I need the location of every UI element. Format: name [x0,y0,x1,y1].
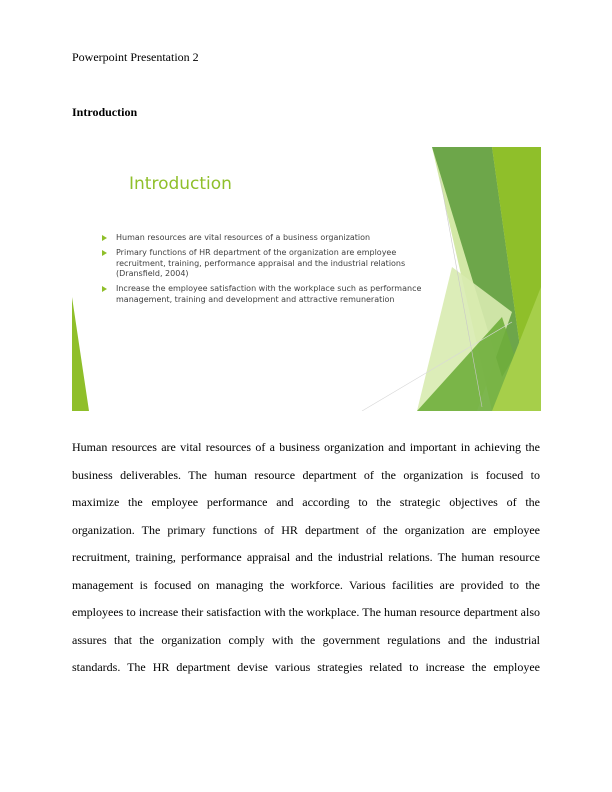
slide-bullet-text: Primary functions of HR department of the organization are employee recruitment, training, performance appraisal and the industrial relations (Dransfield, 2004) [116,248,406,278]
slide-title: Introduction [129,174,232,194]
slide-bullet [102,248,432,280]
slide-bullet-text: Human resources are vital resources of a business organization [116,233,371,242]
page-header: Powerpoint Presentation 2 [72,50,199,64]
body-paragraph: Human resources are vital resources of a business organization and important in achieving the business deliverables. The human resource department of the organization is focused to maximize the employee performance and according to the strategic objectives of the organization. The primary functions of HR department of the organization are employee recruitment, training, performance appraisal and the industrial relations. The human resource management is focused on managing the workforce. Various facilities are provided to the employees to increase their satisfaction with the workplace. The human resource department also assures that the organization comply with the government regulations and the industrial standards. The HR department devise various strategies related to increase the employee [72,440,540,674]
slide-bullet [102,284,432,305]
slide-image [72,147,541,411]
slide-bullet [102,233,432,244]
section-heading: Introduction [72,105,138,119]
bullet-arrow-icon [102,250,107,256]
slide-bullet-list [102,233,432,310]
bullet-arrow-icon [102,235,107,241]
bullet-arrow-icon [102,286,107,292]
slide-bullet-text: Increase the employee satisfaction with the workplace such as performance management, training and development and attractive remuneration [116,284,422,304]
